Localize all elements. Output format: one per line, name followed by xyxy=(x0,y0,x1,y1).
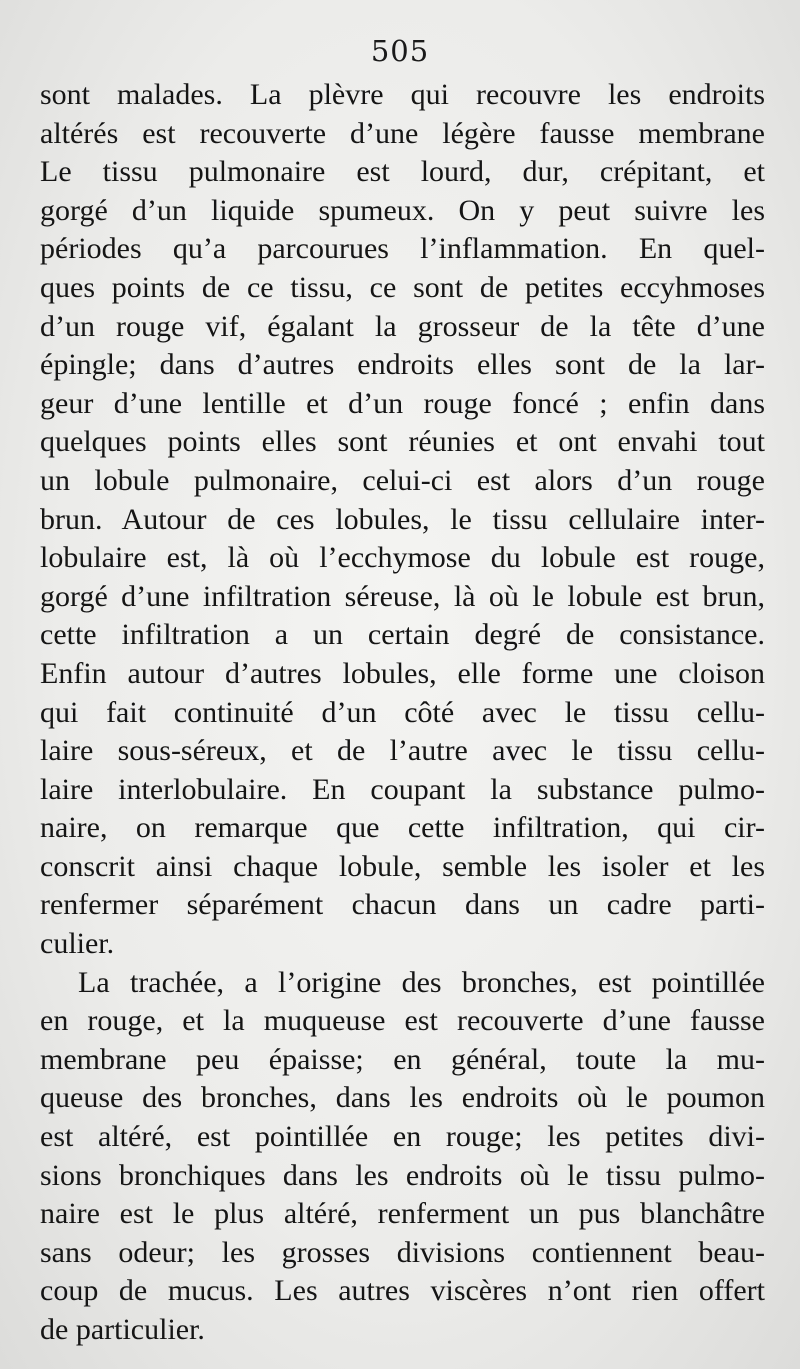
text-line: un lobule pulmonaire, celui-ci est alors d’un rouge xyxy=(40,463,765,497)
text-line: épingle; dans d’autres endroits elles sont de la lar- xyxy=(40,348,765,382)
paragraph xyxy=(40,76,765,964)
text-line: lobulaire est, là où l’ecchymose du lobule est rouge, xyxy=(40,541,765,575)
text-line: de particulier. xyxy=(40,1313,205,1346)
text-line: naire est le plus altéré, renferment un pus blanchâtre xyxy=(40,1197,765,1231)
text-line: Enfin autour d’autres lobules, elle forme une cloison xyxy=(40,656,765,690)
page-number: 505 xyxy=(370,34,430,68)
text-line: cette infiltration a un certain degré de consistance. xyxy=(40,618,765,652)
text-line: coup de mucus. Les autres viscères n’ont rien offert xyxy=(40,1274,765,1308)
text-line: en rouge, et la muqueuse est recouverte d’une fausse xyxy=(40,1004,765,1038)
text-line: ques points de ce tissu, ce sont de petites eccyhmoses xyxy=(40,270,765,304)
body-text xyxy=(40,76,765,1350)
text-line: La trachée, a l’origine des bronches, est pointillée xyxy=(78,965,765,999)
text-line: Le tissu pulmonaire est lourd, dur, crépitant, et xyxy=(40,155,765,189)
text-line: d’un rouge vif, égalant la grosseur de la tête d’une xyxy=(40,309,765,343)
text-line: est altéré, est pointillée en rouge; les petites divi- xyxy=(40,1120,765,1154)
text-line: quelques points elles sont réunies et ont envahi tout xyxy=(40,425,765,459)
text-line: conscrit ainsi chaque lobule, semble les isoler et les xyxy=(40,849,765,883)
text-line: sont malades. La plèvre qui recouvre les endroits xyxy=(40,78,765,111)
text-line: gorgé d’une infiltration séreuse, là où le lobule est brun, xyxy=(40,579,765,613)
text-line: qui fait continuité d’un côté avec le tissu cellu- xyxy=(40,695,765,729)
text-line: geur d’une lentille et d’un rouge foncé ; enfin dans xyxy=(40,386,765,420)
text-line: renfermer séparément chacun dans un cadre parti- xyxy=(40,888,765,922)
text-line: périodes qu’a parcourues l’inflammation. En quel- xyxy=(40,232,765,266)
paragraph xyxy=(40,964,765,1350)
text-line: culier. xyxy=(40,927,115,961)
text-line: brun. Autour de ces lobules, le tissu cellulaire inter- xyxy=(40,502,765,536)
text-line: laire interlobulaire. En coupant la substance pulmo- xyxy=(40,772,765,806)
text-line: membrane peu épaisse; en général, toute la mu- xyxy=(40,1042,765,1076)
text-line: gorgé d’un liquide spumeux. On y peut suivre les xyxy=(40,193,765,227)
text-line: naire, on remarque que cette infiltration, qui cir- xyxy=(40,811,765,845)
text-line: queuse des bronches, dans les endroits où le poumon xyxy=(40,1081,765,1115)
text-line: altérés est recouverte d’une légère fausse membrane xyxy=(40,116,765,150)
text-line: sans odeur; les grosses divisions contiennent beau- xyxy=(40,1235,765,1269)
text-line: laire sous-séreux, et de l’autre avec le tissu cellu- xyxy=(40,734,765,768)
text-line: sions bronchiques dans les endroits où le tissu pulmo- xyxy=(40,1158,765,1192)
